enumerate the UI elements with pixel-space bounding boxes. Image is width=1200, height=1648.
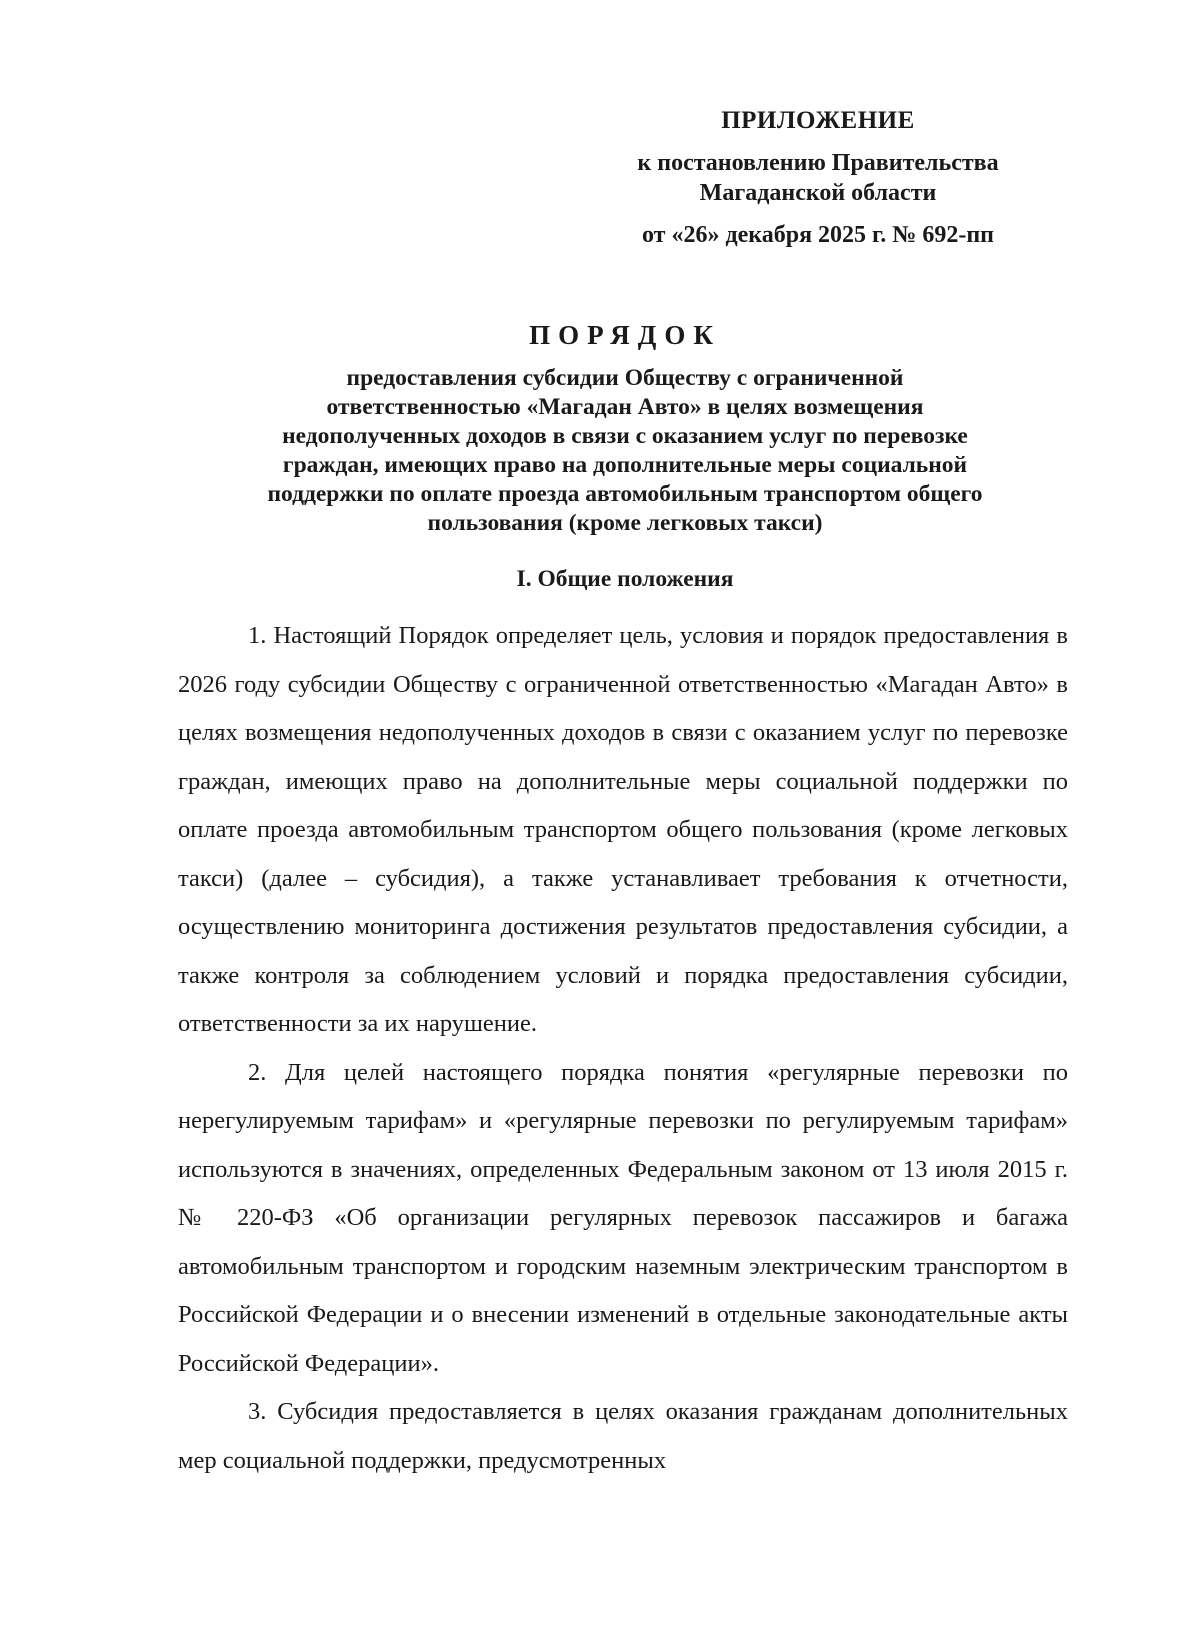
subtitle-line: граждан, имеющих право на дополнительные меры социальной (282, 452, 968, 478)
document-title: ПОРЯДОК (529, 320, 721, 350)
subtitle-line: предоставления субсидии Обществу с ограниченной (346, 365, 904, 391)
appendix-title: ПРИЛОЖЕНИЕ (721, 107, 915, 134)
paragraph-2: 2. Для целей настоящего порядка понятия «регулярные перевозки по нерегулируемым тарифам» и «регулярные перевозки по регулируемым тарифам» используются в значениях, определенных Федеральным законом от 13 июля 2015 г. № 220-ФЗ «Об организации регулярных перевозок пассажиров и багажа автомобильным транспортом и городским наземным электрическим транспортом в Российской Федерации и о внесении изменений в отдельные законодательные акты Российской Федерации». (178, 1058, 1068, 1377)
paragraph-1: 1. Настоящий Порядок определяет цель, условия и порядок предоставления в 2026 году субсидии Обществу с ограниченной ответственностью «Магадан Авто» в целях возмещения недополученных доходов в связи с оказанием услуг по перевозке граждан, имеющих право на дополнительные меры социальной поддержки по оплате проезда автомобильным транспортом общего пользования (кроме легковых такси) (далее – субсидия), а также устанавливает требования к отчетности, осуществлению мониторинга достижения результатов предоставления субсидии, а также контроля за соблюдением условий и порядка предоставления субсидии, ответственности за их нарушение. (178, 622, 1068, 1037)
appendix-resolution-line: к постановлению Правительства (637, 150, 999, 176)
subtitle-line: недополученных доходов в связи с оказанием услуг по перевозке (282, 423, 968, 449)
paragraph-3: 3. Субсидия предоставляется в целях оказания гражданам дополнительных мер социальной поддержки, предусмотренных (178, 1398, 1068, 1474)
appendix-region-line: Магаданской области (699, 180, 937, 206)
document-heading (150, 318, 1100, 538)
document-subtitle (185, 364, 1065, 538)
section-title: I. Общие положения (516, 566, 734, 592)
appendix-header (598, 106, 1038, 250)
subtitle-line: поддержки по оплате проезда автомобильным транспортом общего (267, 481, 983, 507)
appendix-date-number: от «26» декабря 2025 г. № 692-пп (641, 222, 995, 248)
document-body (178, 612, 1068, 1485)
subtitle-line: ответственностью «Магадан Авто» в целях возмещения (326, 394, 924, 420)
subtitle-line: пользования (кроме легковых такси) (427, 510, 823, 536)
